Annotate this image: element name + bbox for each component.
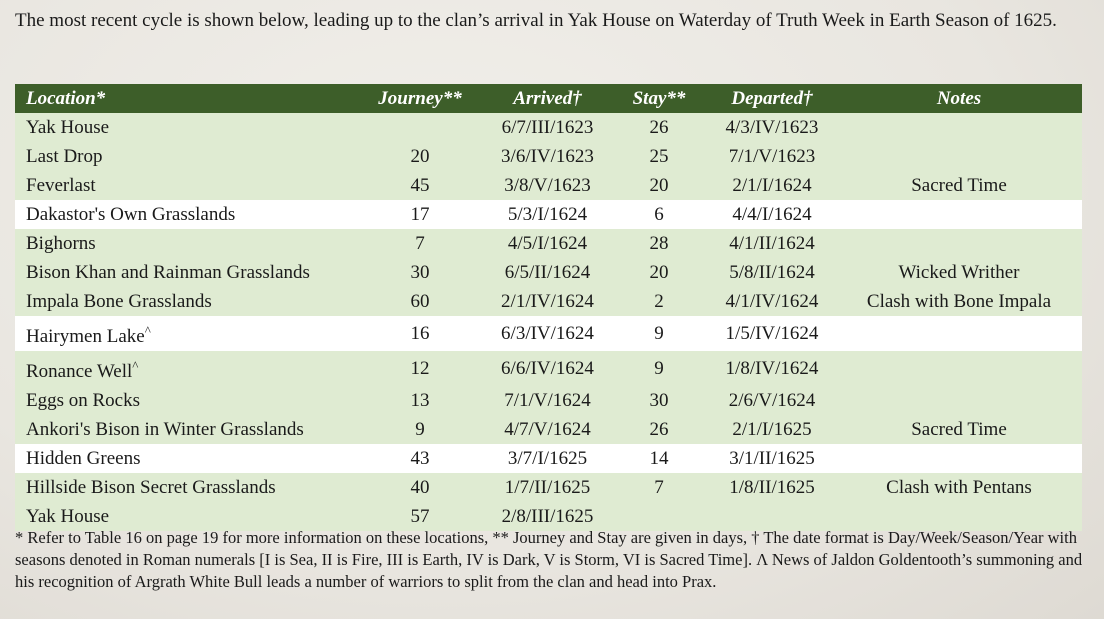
journey-cell [355, 113, 485, 142]
table-row [15, 473, 1082, 502]
table-header-row [15, 84, 1082, 113]
location-cell: Feverlast [15, 171, 355, 200]
footnote-marker: ^ [144, 323, 151, 338]
location-cell: Dakastor's Own Grasslands [15, 200, 355, 229]
table-row [15, 258, 1082, 287]
departed-cell: 4/1/IV/1624 [708, 287, 836, 316]
stay-cell: 30 [610, 386, 708, 415]
arrived-cell: 5/3/I/1624 [485, 200, 610, 229]
departed-cell: 3/1/II/1625 [708, 444, 836, 473]
notes-cell [836, 316, 1082, 351]
stay-cell: 2 [610, 287, 708, 316]
departed-cell: 4/4/I/1624 [708, 200, 836, 229]
location-cell: Eggs on Rocks [15, 386, 355, 415]
table-row [15, 142, 1082, 171]
header-stay: Stay** [610, 84, 708, 113]
table-row [15, 113, 1082, 142]
arrived-cell: 3/8/V/1623 [485, 171, 610, 200]
stay-cell: 28 [610, 229, 708, 258]
table-row [15, 287, 1082, 316]
stay-cell: 9 [610, 351, 708, 386]
notes-cell [836, 229, 1082, 258]
header-arrived: Arrived† [485, 84, 610, 113]
notes-cell: Sacred Time [836, 415, 1082, 444]
notes-cell: Wicked Writher [836, 258, 1082, 287]
arrived-cell: 4/7/V/1624 [485, 415, 610, 444]
departed-cell: 4/1/II/1624 [708, 229, 836, 258]
journey-cell: 16 [355, 316, 485, 351]
journey-cell: 30 [355, 258, 485, 287]
stay-cell: 20 [610, 171, 708, 200]
notes-cell [836, 351, 1082, 386]
journey-cell: 17 [355, 200, 485, 229]
arrived-cell: 3/7/I/1625 [485, 444, 610, 473]
arrived-cell: 3/6/IV/1623 [485, 142, 610, 171]
footnote-marker: ^ [132, 358, 139, 373]
table-row [15, 351, 1082, 386]
notes-cell: Clash with Pentans [836, 473, 1082, 502]
stay-cell: 7 [610, 473, 708, 502]
notes-cell: Clash with Bone Impala [836, 287, 1082, 316]
table-row [15, 200, 1082, 229]
departed-cell: 1/5/IV/1624 [708, 316, 836, 351]
table-row [15, 316, 1082, 351]
journey-cell: 9 [355, 415, 485, 444]
notes-cell [836, 142, 1082, 171]
departed-cell: 7/1/V/1623 [708, 142, 836, 171]
arrived-cell: 6/5/II/1624 [485, 258, 610, 287]
stay-cell: 25 [610, 142, 708, 171]
journey-cell: 45 [355, 171, 485, 200]
location-cell: Hairymen Lake^ [15, 316, 355, 351]
journey-cell: 7 [355, 229, 485, 258]
departed-cell: 2/1/I/1624 [708, 171, 836, 200]
table-row [15, 171, 1082, 200]
cycle-table [15, 84, 1082, 531]
arrived-cell: 2/8/III/1625 [485, 502, 610, 531]
journey-cell: 12 [355, 351, 485, 386]
table-row [15, 444, 1082, 473]
arrived-cell: 6/3/IV/1624 [485, 316, 610, 351]
location-cell: Ronance Well^ [15, 351, 355, 386]
header-departed: Departed† [708, 84, 836, 113]
arrived-cell: 6/6/IV/1624 [485, 351, 610, 386]
notes-cell [836, 200, 1082, 229]
journey-cell: 20 [355, 142, 485, 171]
location-cell: Bighorns [15, 229, 355, 258]
departed-cell: 1/8/IV/1624 [708, 351, 836, 386]
notes-cell [836, 444, 1082, 473]
location-cell: Impala Bone Grasslands [15, 287, 355, 316]
journey-cell: 43 [355, 444, 485, 473]
journey-cell: 60 [355, 287, 485, 316]
table-row [15, 229, 1082, 258]
departed-cell: 2/1/I/1625 [708, 415, 836, 444]
location-cell: Bison Khan and Rainman Grasslands [15, 258, 355, 287]
arrived-cell: 6/7/III/1623 [485, 113, 610, 142]
arrived-cell: 7/1/V/1624 [485, 386, 610, 415]
stay-cell: 26 [610, 113, 708, 142]
departed-cell: 4/3/IV/1623 [708, 113, 836, 142]
table-row [15, 386, 1082, 415]
header-journey: Journey** [355, 84, 485, 113]
stay-cell: 20 [610, 258, 708, 287]
notes-cell [836, 386, 1082, 415]
location-cell: Hidden Greens [15, 444, 355, 473]
location-cell: Yak House [15, 502, 355, 531]
arrived-cell: 4/5/I/1624 [485, 229, 610, 258]
header-location: Location* [15, 84, 355, 113]
stay-cell: 9 [610, 316, 708, 351]
journey-cell: 40 [355, 473, 485, 502]
footnote: * Refer to Table 16 on page 19 for more information on these locations, ** Journey and Stay are given in days, † The date format is Day/Week/Season/Year with seasons denoted in Roman numerals [I is Sea, II is Fire, III is Earth, IV is Dark, V is Storm, VI is Sacred Time]. Λ News of Jaldon Goldentooth’s summoning and his recognition of Argrath White Bull leads a number of warriors to split from the clan and head into Prax. [15, 528, 1083, 591]
journey-cell: 57 [355, 502, 485, 531]
header-notes: Notes [836, 84, 1082, 113]
location-cell: Last Drop [15, 142, 355, 171]
arrived-cell: 1/7/II/1625 [485, 473, 610, 502]
departed-cell: 1/8/II/1625 [708, 473, 836, 502]
location-cell: Hillside Bison Secret Grasslands [15, 473, 355, 502]
stay-cell: 26 [610, 415, 708, 444]
notes-cell: Sacred Time [836, 171, 1082, 200]
departed-cell: 5/8/II/1624 [708, 258, 836, 287]
arrived-cell: 2/1/IV/1624 [485, 287, 610, 316]
departed-cell: 2/6/V/1624 [708, 386, 836, 415]
table-row [15, 415, 1082, 444]
stay-cell: 6 [610, 200, 708, 229]
location-cell: Yak House [15, 113, 355, 142]
intro-paragraph: The most recent cycle is shown below, leading up to the clan’s arrival in Yak House on Waterday of Truth Week in Earth Season of 1625. [15, 10, 1057, 31]
notes-cell [836, 113, 1082, 142]
journey-cell: 13 [355, 386, 485, 415]
stay-cell: 14 [610, 444, 708, 473]
location-cell: Ankori's Bison in Winter Grasslands [15, 415, 355, 444]
